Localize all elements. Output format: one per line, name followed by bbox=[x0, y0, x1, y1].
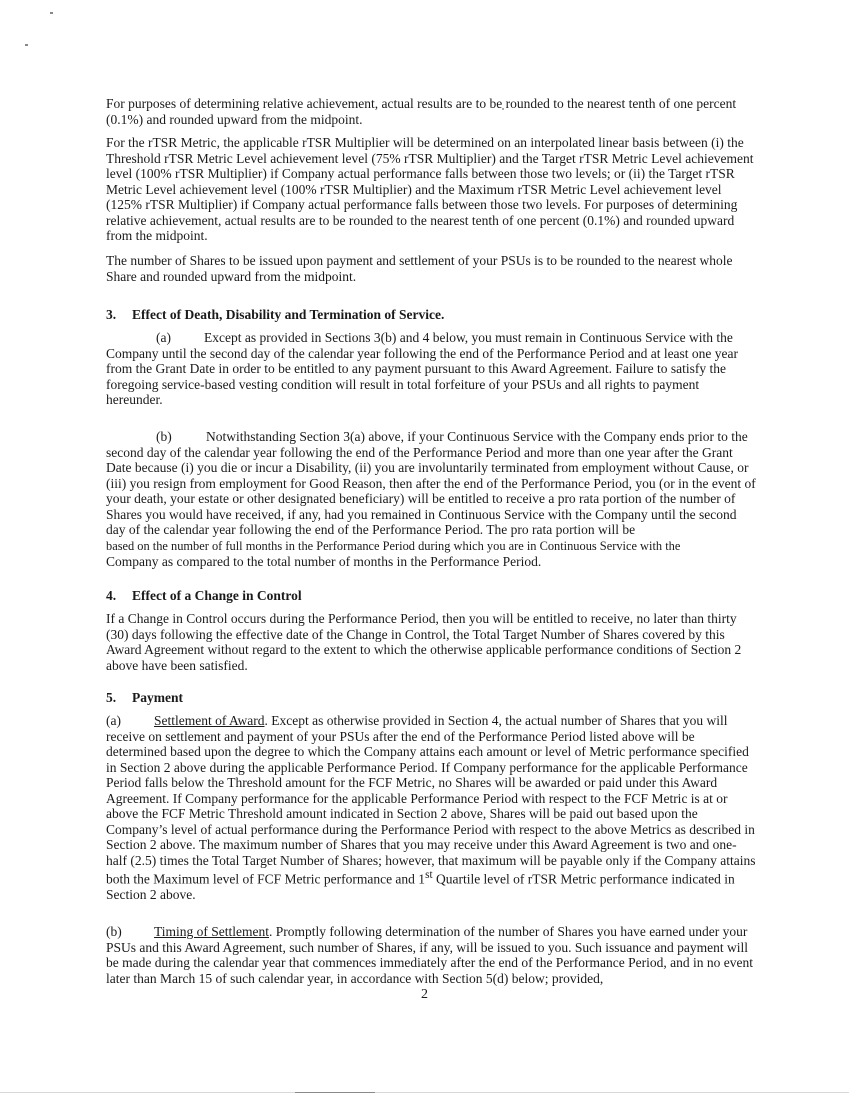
section-5a-title: Settlement of Award bbox=[154, 713, 265, 728]
section-3b-text-small: based on the number of full months in the Performance Period during which you are in Continuous Service with the bbox=[106, 538, 681, 553]
paragraph-rounding-fcf: For purposes of determining relative achievement, actual results are to be rounded to the nearest tenth of one percent (0.1%) and rounded upward from the midpoint. bbox=[106, 96, 737, 127]
section-4-number: 4. bbox=[106, 588, 117, 603]
section-5-title: Payment bbox=[132, 690, 183, 705]
section-5a-text-end: Quartile level of rTSR Metric performance indicated in Section 2 above. bbox=[106, 871, 735, 902]
scan-mark bbox=[50, 12, 53, 14]
section-4-paragraph: If a Change in Control occurs during the Performance Period, then you will be entitled to receive, no later than thirty (30) days following the effective date of the Change in Control, the Total Target Number of Shares covered by this Award Agreement without regard to the extent to which the otherwise applicable performance conditions of Section 2 above have been satisfied. bbox=[106, 611, 742, 673]
scan-edge-line bbox=[295, 1092, 375, 1093]
section-5a-superscript: st bbox=[425, 869, 433, 881]
section-5b-title: Timing of Settlement bbox=[154, 924, 270, 939]
section-5b-text: . Promptly following determination of the number of Shares you have earned under your PSUs and this Award Agreement, such number of Shares, if any, will be issued to you. Such issuance and payment will be made during the calendar year that commences immediately after the end of the Performance Period, and in no event later than March 15 of such calendar year, in accordance with Section 5(d) below; provided, bbox=[106, 924, 753, 986]
section-5b-marker: (b) bbox=[106, 924, 122, 939]
section-5-heading bbox=[106, 690, 756, 706]
section-3b-text-end: Company as compared to the total number of months in the Performance Period. bbox=[106, 554, 542, 569]
section-5a-marker: (a) bbox=[106, 713, 121, 728]
section-3-title: Effect of Death, Disability and Termination of Service. bbox=[132, 307, 445, 322]
page-number: 2 bbox=[421, 987, 428, 1002]
section-5b-paragraph bbox=[106, 924, 756, 986]
section-5a-paragraph bbox=[106, 713, 756, 903]
section-3a-text: Except as provided in Sections 3(b) and 4 below, you must remain in Continuous Service with the Company until the second day of the calendar year following the end of the Performance Period and at least one year from the Grant Date in order to be entitled to any payment pursuant to this Award Agreement. Failure to satisfy the foregoing service-based vesting condition will result in total forfeiture of your PSUs and all rights to payment hereunder. bbox=[106, 330, 739, 407]
section-3a-paragraph bbox=[106, 330, 756, 408]
paragraph-rtsr-metric: For the rTSR Metric, the applicable rTSR Multiplier will be determined on an interpolated linear basis between (i) the Threshold rTSR Metric Level achievement level (75% rTSR Multiplier) and the Target rTSR Metric Level achievement level (100% rTSR Multiplier) if Company actual performance falls between those two levels; or (ii) the Target rTSR Metric Level achievement level (100% rTSR Multiplier) and the Maximum rTSR Metric Level achievement level (125% rTSR Multiplier) if Company actual performance falls between those two levels. For purposes of determining relative achievement, actual results are to be rounded to the nearest tenth of one percent (0.1%) and rounded upward from the midpoint. bbox=[106, 135, 754, 243]
scan-edge-line bbox=[0, 1092, 849, 1093]
paragraph-share-rounding: The number of Shares to be issued upon payment and settlement of your PSUs is to be rounded to the nearest whole Share and rounded upward from the midpoint. bbox=[106, 253, 733, 284]
section-4-title: Effect of a Change in Control bbox=[132, 588, 302, 603]
section-3b-marker: (b) bbox=[156, 429, 172, 444]
scan-mark bbox=[25, 44, 28, 46]
section-4-heading bbox=[106, 588, 756, 604]
section-3a-marker: (a) bbox=[156, 330, 171, 345]
section-5a-text: . Except as otherwise provided in Section 4, the actual number of Shares that you will receive on settlement and payment of your PSUs after the end of the Performance Period listed above will be determined based upon the degree to which the Company attains each amount or level of Metric performance specified in Section 2 above during the applicable Performance Period. If Company performance for the applicable Performance Period falls below the Threshold amount for the FCF Metric, no Shares will be awarded or paid under this Award Agreement. If Company performance for the applicable Performance Period with respect to the FCF Metric is at or above the FCF Metric Threshold amount indicated in Section 2 above, Shares will be paid out based upon the Company’s level of actual performance during the Performance Period with respect to the above Metrics as described in Section 2 above. The maximum number of Shares that you may receive under this Award Agreement is two and one-half (2.5) times the Total Target Number of Shares; however, that maximum will be payable only if the Company attains both the Maximum level of FCF Metric performance and 1 bbox=[106, 713, 756, 887]
section-3-number: 3. bbox=[106, 307, 117, 322]
section-3b-text: Notwithstanding Section 3(a) above, if your Continuous Service with the Company ends prior to the second day of the calendar year following the end of the Performance Period and more than one year after the Grant Date because (i) you die or incur a Disability, (ii) you are involuntarily terminated from employment without Cause, or (iii) you resign from employment for Good Reason, then after the end of the Performance Period, you (or in the event of your death, your estate or other designated beneficiary) will be entitled to receive a pro rata portion of the number of Shares you would have received, if any, had you remained in Continuous Service with the Company until the second day of the calendar year following the end of the Performance Period. The pro rata portion will be bbox=[106, 429, 756, 537]
section-5-number: 5. bbox=[106, 690, 117, 705]
section-3b-paragraph bbox=[106, 429, 756, 570]
section-3-heading bbox=[106, 307, 756, 323]
